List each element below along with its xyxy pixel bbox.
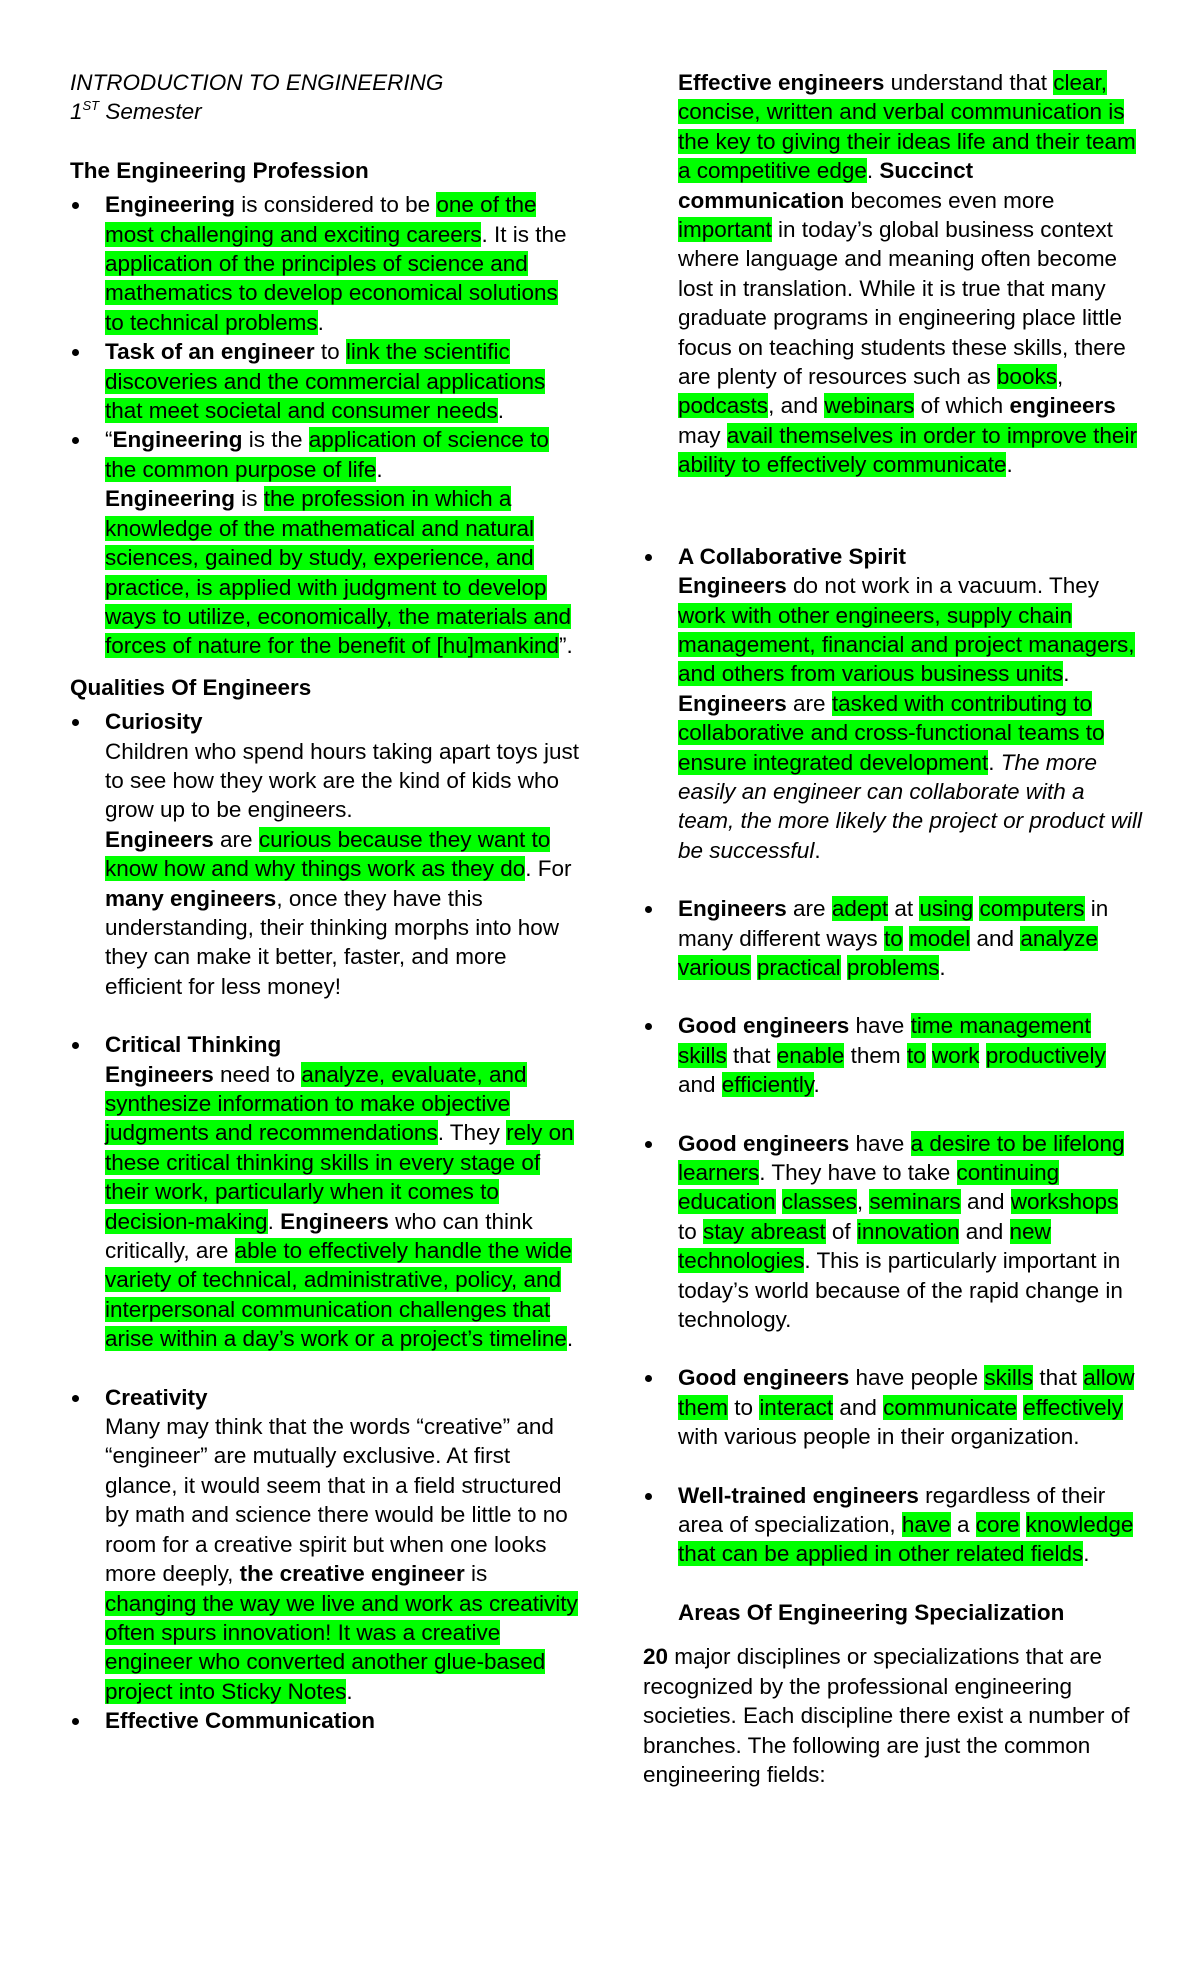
quality-heading: Critical Thinking (105, 1032, 282, 1058)
term: Good engineers (678, 1365, 850, 1391)
text: . (866, 158, 880, 184)
text: Children who spend hours taking apart toys just to see how they work are the kind of kids who grow up to be engineers. (105, 738, 580, 823)
highlight: stay abreast (703, 1218, 826, 1244)
text (1020, 1512, 1026, 1537)
text: who can think critically, are (105, 1208, 533, 1264)
right-column (643, 68, 1143, 1789)
text: that (726, 1042, 777, 1068)
text: . They (437, 1120, 507, 1146)
term: Engineers (105, 826, 214, 852)
highlight: using (919, 896, 974, 922)
text: need to (213, 1061, 302, 1087)
highlight: communicate (883, 1394, 1017, 1420)
highlight: skills (678, 1042, 727, 1068)
highlight: curious because they want to know how and why things work as they do (105, 826, 551, 882)
highlight: education (678, 1189, 776, 1215)
text: and (970, 925, 1021, 951)
text: . (813, 1072, 820, 1098)
highlight: model (908, 925, 971, 951)
text: . (939, 954, 946, 980)
italic-text: The more easily an engineer can collaborate with a team, the more likely the project or product will be successful (678, 749, 1142, 863)
text (979, 1043, 985, 1068)
text: may (678, 422, 727, 448)
quality-computers (643, 894, 1143, 982)
text: Many may think that the words “creative” and “engineer” are mutually exclusive. At first glance, it would seem that in a field structured by math and science there would be little to no room for a creative spirit but when one looks more deeply, (105, 1414, 568, 1587)
highlight: have (901, 1512, 951, 1538)
text (926, 1043, 932, 1068)
left-column (70, 68, 580, 1736)
highlight: to (906, 1042, 926, 1068)
highlight: innovation (856, 1218, 960, 1244)
term: Engineering (105, 192, 236, 218)
text: and (833, 1394, 884, 1420)
semester-word: Semester (99, 99, 202, 125)
text: of which (914, 393, 1010, 419)
quality-effective-communication (70, 1706, 580, 1735)
highlight: efficiently (721, 1072, 814, 1098)
text: to (728, 1394, 760, 1420)
text: understand that (884, 70, 1054, 95)
term: many engineers (105, 885, 277, 911)
highlight: link the scientific discoveries and the commercial applications that meet societal and consumer needs (105, 339, 546, 424)
text: . (497, 398, 504, 424)
quality-critical-thinking (70, 1030, 580, 1353)
text: to (678, 1218, 704, 1244)
text: , once they have this understanding, their thinking morphs into how they can make it better, faster, and more efficient for less money! (105, 885, 560, 999)
quality-lifelong-learning (643, 1129, 1143, 1335)
text: becomes even more (844, 187, 1055, 213)
text: , (856, 1189, 870, 1215)
text: . (1006, 452, 1013, 478)
highlight: them (678, 1394, 729, 1420)
highlight: analyze, evaluate, and synthesize information to make objective judgments and recommendations (105, 1061, 527, 1146)
text: . (317, 309, 324, 335)
highlight: able to effectively handle the wide variety of technical, administrative, policy, and interpersonal communication challenges that arise within a day’s work or a project’s timeline (105, 1238, 572, 1352)
highlight: books (996, 364, 1057, 390)
text: have (849, 1130, 911, 1156)
term: 20 (643, 1644, 669, 1670)
highlight: tasked with contributing to collaborative and cross-functional teams to ensure integrated development (678, 690, 1105, 775)
term: Engineers (280, 1208, 389, 1234)
quality-people-skills (643, 1363, 1143, 1451)
text: . They have to take (759, 1160, 957, 1185)
text: of (825, 1218, 857, 1244)
text: and (960, 1189, 1011, 1215)
profession-bullet-3 (70, 425, 580, 660)
text: do not work in a vacuum. They (786, 573, 1100, 599)
highlight: various (678, 954, 751, 980)
term: Good engineers (678, 1013, 850, 1039)
text: ”. (559, 633, 573, 659)
text: major disciplines or specializations that are recognized by the professional engineering societies. Each discipline there exist a number of branches. The following are just the common engineering fields: (643, 1644, 1130, 1787)
profession-bullet-1 (70, 190, 580, 337)
text: and (678, 1072, 722, 1098)
term: Engineers (678, 896, 787, 922)
section-heading-qualities: Qualities Of Engineers (70, 674, 312, 700)
text: . It is the (481, 221, 567, 247)
highlight: podcasts (678, 393, 769, 419)
highlight: one of the most challenging and exciting careers (105, 192, 537, 247)
text (841, 955, 847, 980)
section-heading-profession: The Engineering Profession (70, 157, 369, 183)
text: . For (525, 856, 572, 882)
text: are (213, 826, 259, 852)
text: a (950, 1512, 976, 1538)
text: are (786, 896, 832, 922)
text: is (235, 486, 264, 512)
highlight: important (678, 217, 772, 243)
highlight: computers (979, 896, 1085, 922)
term: Well-trained engineers (678, 1482, 919, 1508)
text: . (1083, 1541, 1090, 1567)
text: to (314, 339, 346, 365)
course-title: INTRODUCTION TO ENGINEERING (70, 70, 444, 95)
highlight: continuing (956, 1160, 1060, 1185)
term: Engineers (678, 690, 787, 716)
text: is considered to be (235, 192, 437, 218)
text: . This is particularly important in today’s world because of the rapid change in technology. (678, 1248, 1123, 1333)
text: , (1056, 364, 1064, 390)
highlight: new technologies (678, 1218, 1051, 1274)
qualities-list-left (70, 707, 580, 1735)
text (751, 955, 757, 980)
text: is the (242, 427, 309, 453)
term: Engineers (105, 1061, 214, 1087)
text: , and (768, 393, 825, 419)
text: that (1033, 1365, 1084, 1391)
effective-communication-body (643, 68, 1143, 480)
quality-curiosity (70, 707, 580, 1001)
highlight: changing the way we live and work as creativity often spurs innovation! It was a creative engineer who converted another glue-based project into Sticky Notes (105, 1590, 578, 1704)
highlight: seminars (869, 1189, 961, 1215)
text: are (786, 690, 832, 716)
highlight: the profession in which a knowledge of the mathematical and natural sciences, gained by study, experience, and practice, is applied with judgment to develop ways to utilize, economically, the materials and forces of nature for the benefit of [hu]mankind (105, 486, 572, 659)
text: . (1063, 661, 1070, 687)
text: with various people in their organization. (678, 1424, 1080, 1450)
highlight: application of the principles of science and mathematics to develop economical solutions to technical problems (105, 251, 558, 335)
highlight: interact (759, 1394, 834, 1420)
highlight: work with other engineers, supply chain management, financial and project managers, and others from various business units (678, 602, 1135, 687)
text: . (988, 749, 1001, 775)
section-heading-specialization: Areas Of Engineering Specialization (678, 1599, 1065, 1625)
highlight: rely on these critical thinking skills in every stage of their work, particularly when it comes to decision-making (105, 1120, 574, 1234)
text: have people (849, 1365, 985, 1391)
semester-line (70, 97, 580, 126)
text: and (959, 1218, 1010, 1244)
quality-collaborative-spirit (643, 542, 1143, 865)
highlight: skills (984, 1365, 1034, 1391)
quality-heading: Curiosity (105, 709, 203, 735)
highlight: practical (756, 954, 841, 980)
text: in today’s global business context where language and meaning often become lost in translation. While it is true that many graduate programs in engineering place little focus on teaching students these skills, there are plenty of resources such as (678, 217, 1126, 390)
highlight: workshops (1010, 1189, 1119, 1215)
text: is (464, 1561, 488, 1587)
text: . (566, 1326, 574, 1352)
term: Succinct communication (678, 158, 974, 213)
specialization-paragraph (643, 1642, 1143, 1789)
text: . (346, 1678, 353, 1704)
quality-well-trained (643, 1481, 1143, 1569)
qualities-list-right (643, 542, 1143, 1569)
quality-heading: A Collaborative Spirit (678, 543, 906, 569)
term: Effective engineers (678, 70, 885, 95)
term: Task of an engineer (105, 339, 315, 365)
quality-time-management (643, 1011, 1143, 1099)
quality-heading: Effective Communication (105, 1708, 376, 1734)
term: Good engineers (678, 1130, 850, 1156)
highlight: enable (776, 1042, 845, 1068)
text: regardless of their area of specialization, (678, 1482, 1106, 1538)
text (776, 1189, 782, 1214)
text: “ (105, 427, 113, 453)
highlight: avail themselves in order to improve their ability to effectively communicate (678, 422, 1137, 478)
semester-number: 1 (70, 99, 83, 125)
profession-list (70, 190, 580, 661)
text: . (814, 837, 821, 863)
term: Engineers (678, 573, 787, 599)
highlight: problems (846, 954, 940, 980)
highlight: knowledge that can be applied in other related fields (678, 1512, 1134, 1567)
quality-heading: Creativity (105, 1384, 208, 1410)
quality-creativity (70, 1383, 580, 1706)
highlight: productively (985, 1042, 1106, 1068)
highlight: core (975, 1512, 1020, 1538)
highlight: classes (781, 1189, 857, 1215)
text: in many different ways (678, 896, 1109, 951)
highlight: allow (1083, 1365, 1135, 1391)
highlight: a desire to be lifelong learners (678, 1130, 1125, 1185)
profession-bullet-2 (70, 337, 580, 425)
text: them (844, 1042, 907, 1068)
text: . (267, 1208, 281, 1234)
text: . (376, 456, 383, 482)
term: engineers (1009, 393, 1116, 419)
highlight: work (931, 1042, 980, 1068)
text: have (849, 1013, 911, 1039)
highlight: time management (910, 1013, 1091, 1039)
text: at (888, 896, 920, 922)
highlight: analyze (1020, 925, 1098, 951)
highlight: clear, concise, written and verbal communication is the key to giving their ideas life and their team a competitive edge (678, 70, 1136, 184)
term: Engineering (105, 486, 236, 512)
highlight: adept (831, 896, 889, 922)
term: Engineering (112, 427, 243, 453)
semester-superscript: ST (82, 98, 100, 114)
highlight: application of science to the common purpose of life (105, 427, 549, 482)
highlight: to (883, 925, 903, 951)
term: the creative engineer (239, 1561, 465, 1587)
highlight: effectively (1023, 1394, 1123, 1420)
highlight: webinars (824, 393, 915, 419)
